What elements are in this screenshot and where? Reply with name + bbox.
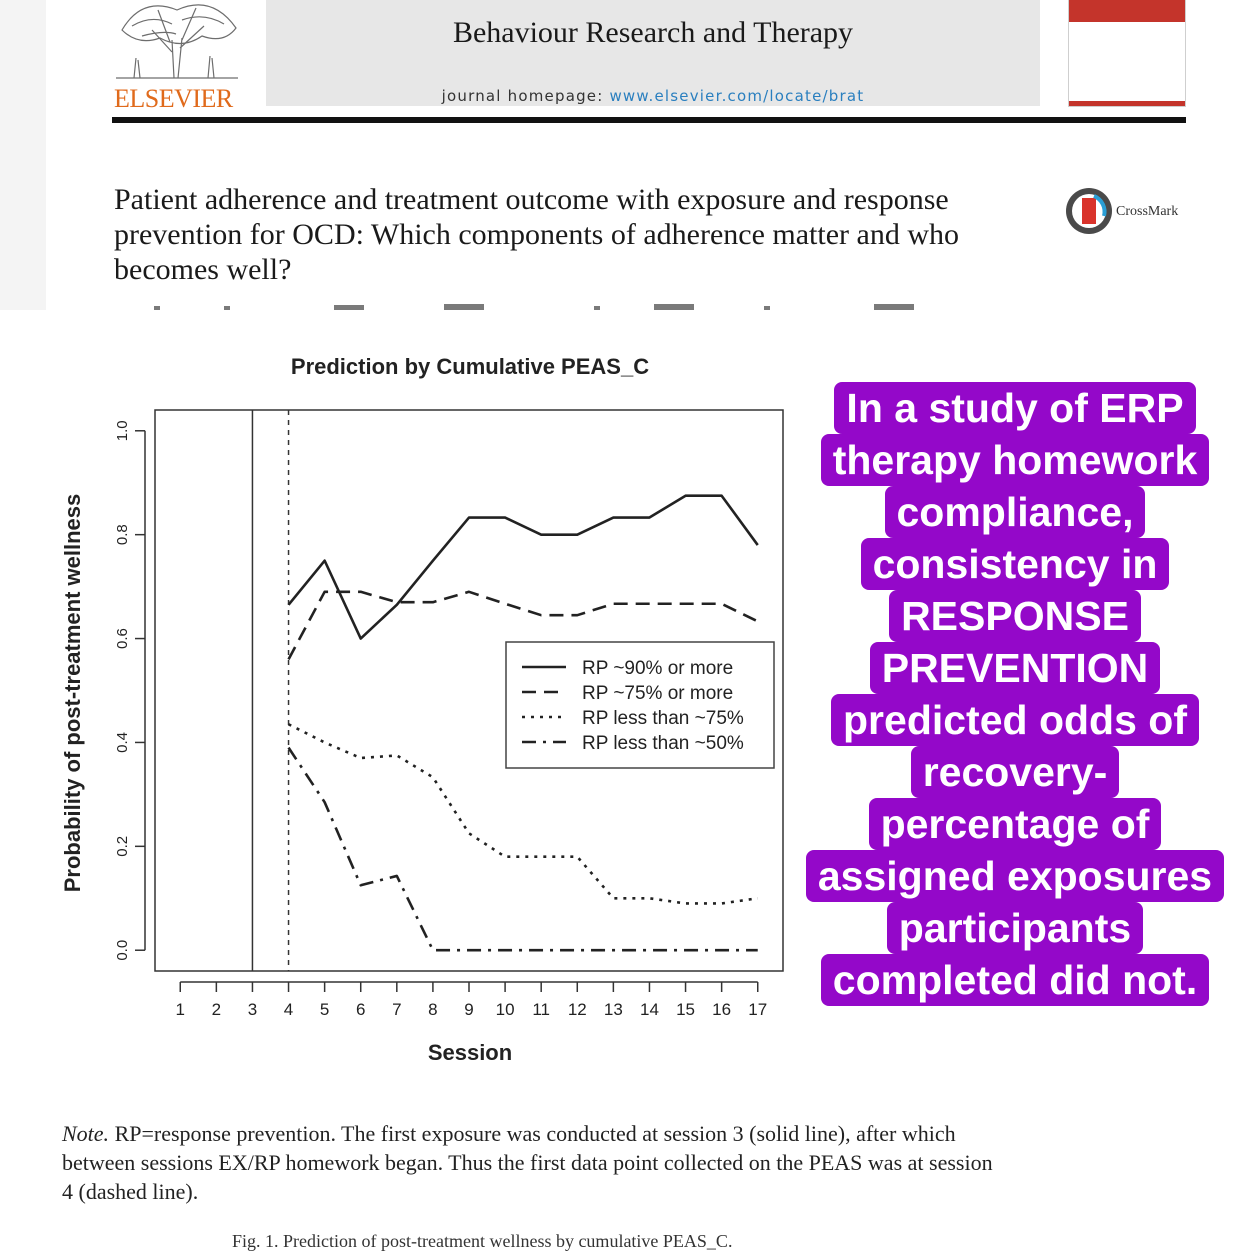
overlay-line: completed did not. [821,954,1209,1006]
y-axis [114,420,145,960]
x-tick-label: 12 [567,1000,587,1019]
x-tick-label: 11 [532,1000,551,1019]
homepage-link[interactable]: www.elsevier.com/locate/brat [609,87,865,105]
x-tick-label: 9 [464,1000,474,1019]
journal-header [0,0,1242,310]
x-tick-label: 6 [355,1000,366,1019]
y-tick-label: 0.4 [114,732,131,753]
overlay-line: compliance, [885,486,1146,538]
x-tick-label: 15 [676,1000,696,1019]
x-axis-label: Session [427,1040,513,1065]
x-tick-label: 14 [639,1000,659,1019]
note-lead: Note. [62,1121,110,1146]
overlay-line: predicted odds of [831,694,1199,746]
overlay-line: participants [887,902,1143,954]
header-rule [112,117,1186,123]
x-tick-label: 1 [175,1000,185,1019]
series-line [289,748,758,951]
journal-band [266,0,1040,106]
publisher-name: ELSEVIER [114,84,233,113]
homepage-label: journal homepage: [441,87,610,105]
cropped-author-line [114,296,1064,310]
overlay-line: assigned exposures [806,850,1224,902]
crossmark-icon[interactable] [1064,186,1114,236]
x-axis [176,982,768,1019]
legend-label: RP less than ~50% [582,733,744,754]
overlay-line: percentage of [869,798,1162,850]
legend-label: RP ~75% or more [582,683,734,704]
x-tick-label: 2 [211,1000,222,1019]
figure-caption: Fig. 1. Prediction of post-treatment wellness by cumulative PEAS_C. [232,1231,733,1251]
x-tick-label: 10 [495,1000,515,1019]
overlay-line: RESPONSE [889,590,1141,642]
legend-label: RP ~90% or more [582,658,734,679]
journal-name: Behaviour Research and Therapy [452,16,854,49]
cover-top-band [1069,0,1185,22]
cover-bottom-band [1069,101,1185,106]
x-tick-label: 13 [603,1000,623,1019]
x-tick-label: 3 [247,1000,258,1019]
overlay-line: therapy homework [821,434,1210,486]
x-tick-label: 5 [319,1000,330,1019]
reference-lines [252,410,288,971]
chart-title: Prediction by Cumulative PEAS_C [290,354,650,379]
overlay-line: In a study of ERP [834,382,1195,434]
figure-note [62,1119,1002,1206]
y-axis-label: Probability of post-treatment wellness [60,493,85,893]
y-tick-label: 0.2 [114,835,131,857]
y-tick-label: 0.6 [114,628,131,649]
y-tick-label: 0.8 [114,524,131,546]
overlay-line: consistency in [861,538,1170,590]
journal-cover-thumbnail [1068,0,1186,107]
x-tick-label: 16 [712,1000,732,1019]
journal-homepage [266,87,1040,105]
legend-label: RP less than ~75% [582,708,744,729]
legend [506,642,774,768]
x-tick-label: 17 [748,1000,768,1019]
overlay-line: PREVENTION [870,642,1161,694]
y-tick-label: 0.0 [114,939,131,961]
x-tick-label: 7 [392,1000,402,1019]
y-tick-label: 1.0 [114,420,131,442]
article-title: Patient adherence and treatment outcome with exposure and response prevention for OCD: Which components of adherence matter and who becomes well? [114,183,960,286]
crossmark-label[interactable]: CrossMark [1116,204,1179,219]
x-tick-label: 4 [283,1000,294,1019]
series-line [289,496,758,639]
note-text: RP=response prevention. The first exposure was conducted at session 3 (solid line), after which between sessions EX/RP homework began. Thus the first data point collected on the PEAS was at session 4 (dashed line). [62,1121,993,1204]
text-overlay [800,382,1230,1006]
x-tick-label: 8 [428,1000,438,1019]
overlay-line: recovery- [911,746,1120,798]
